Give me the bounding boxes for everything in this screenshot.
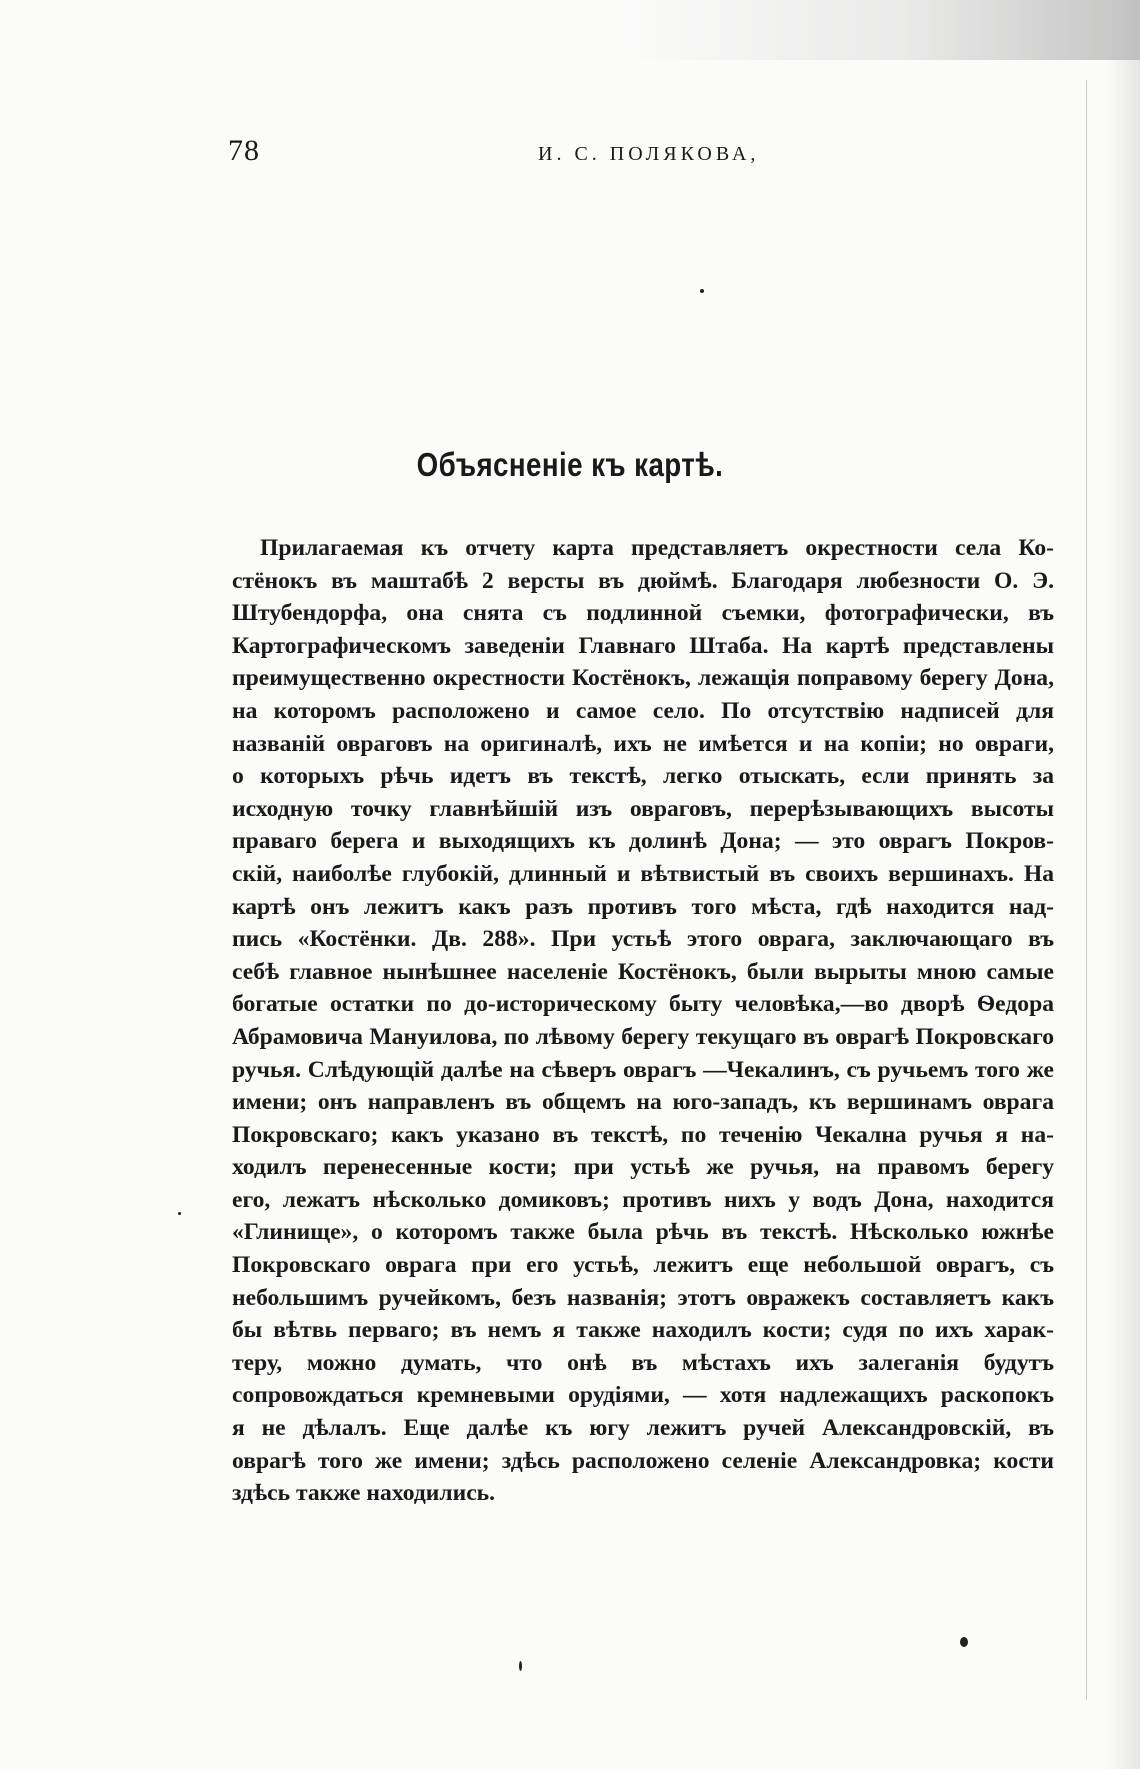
ink-speck [519, 1661, 522, 1671]
page-header [228, 134, 968, 174]
text-line: Покровскаго оврага при его устьѣ, лежитъ еще небольшой оврагъ, съ [232, 1252, 1054, 1279]
text-line: сопровождаться кремневыми орудіями, — хотя надлежащихъ раскопокъ [232, 1382, 1054, 1409]
text-line: стёнокъ въ маштабѣ 2 версты въ дюймѣ. Благодаря любезности О. Э. [232, 567, 1054, 594]
scan-shadow-right [1106, 0, 1140, 1769]
text-line: Штубендорфа, она снята съ подлинной съемки, фотографически, въ [232, 600, 1054, 627]
text-line: Прилагаемая къ отчету карта представляетъ окрестности села Ко- [260, 535, 1054, 561]
text-line: картѣ онъ лежитъ какъ разъ противъ того мѣста, гдѣ находится над- [232, 893, 1054, 920]
text-line: Абрамовича Мануилова, по лѣвому берегу текущаго въ оврагѣ Покровскаго [232, 1023, 1054, 1050]
text-line: исходную точку главнѣйшій изъ овраговъ, перерѣзывающихъ высоты [232, 795, 1054, 822]
ink-speck [960, 1637, 968, 1647]
text-line: я не дѣлалъ. Еще далѣе къ югу лежитъ ручей Александровскій, въ [232, 1415, 1054, 1442]
text-line: ручья. Слѣдующій далѣе на сѣверъ оврагъ —Чекалинъ, съ ручьемъ того же [232, 1056, 1054, 1083]
text-line: «Глинище», о которомъ также была рѣчь въ текстѣ. Нѣсколько южнѣе [232, 1219, 1054, 1246]
text-line: скій, наиболѣе глубокій, длинный и вѣтвистый въ своихъ вершинахъ. На [232, 860, 1054, 887]
page-edge-line [1086, 80, 1087, 1700]
text-line: богатые остатки по до-историческому быту человѣка,—во дворѣ Ѳедора [232, 991, 1054, 1018]
ink-speck [178, 1212, 181, 1215]
text-line: преимущественно окрестности Костёнокъ, лежащія поправому берегу Дона, [232, 665, 1054, 692]
text-line: о которыхъ рѣчь идетъ въ текстѣ, легко отыскать, если принять за [232, 763, 1054, 790]
ink-speck [700, 289, 704, 293]
text-line: Покровскаго; какъ указано въ текстѣ, по теченію Чекална ручья я на- [232, 1121, 1054, 1148]
body-text [232, 532, 1054, 1510]
text-line: Картографическомъ заведеніи Главнаго Штаба. На картѣ представлены [232, 632, 1054, 659]
section-title: Объясненіе къ картѣ. [416, 446, 724, 483]
page-number: 78 [228, 134, 260, 167]
text-line: пись «Костёнки. Дв. 288». При устьѣ этого оврага, заключающаго въ [232, 926, 1054, 953]
text-line: праваго берега и выходящихъ къ долинѣ Дона; — это оврагъ Покров- [232, 828, 1054, 855]
text-line: теру, можно думать, что онѣ въ мѣстахъ ихъ залеганія будутъ [232, 1349, 1054, 1376]
text-line: бы вѣтвь перваго; въ немъ я также находилъ кости; судя по ихъ харак- [232, 1317, 1054, 1344]
running-head: И. С. ПОЛЯКОВА, [538, 143, 760, 165]
scan-shadow-top [620, 0, 1140, 60]
text-line: его, лежатъ нѣсколько домиковъ; противъ нихъ у водъ Дона, находится [232, 1186, 1054, 1213]
text-line: имени; онъ направленъ въ общемъ на юго-западъ, къ вершинамъ оврага [232, 1089, 1054, 1116]
text-line: себѣ главное нынѣшнее населеніе Костёнокъ, были вырыты мною самые [232, 958, 1054, 985]
text-line: оврагѣ того же имени; здѣсь расположено селеніе Александровка; кости [232, 1447, 1054, 1474]
text-line: на которомъ расположено и самое село. По отсутствію надписей для [232, 697, 1054, 724]
text-line: здѣсь также находились. [232, 1480, 496, 1507]
text-line: небольшимъ ручейкомъ, безъ названія; этотъ овражекъ составляетъ какъ [232, 1284, 1054, 1311]
text-line: ходилъ перенесенные кости; при устьѣ же ручья, на правомъ берегу [232, 1154, 1054, 1181]
text-line: названій овраговъ на оригиналѣ, ихъ не имѣется и на копіи; но овраги, [232, 730, 1054, 757]
